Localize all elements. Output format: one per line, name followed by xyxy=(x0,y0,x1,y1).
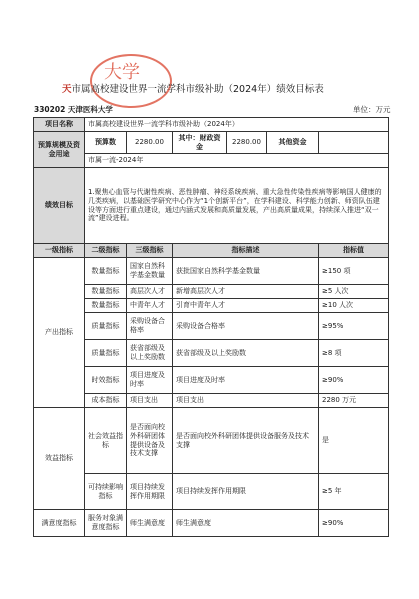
row-description: 获批国家自然科学基金数量 xyxy=(173,258,319,285)
row-description: 师生满意度 xyxy=(173,510,319,537)
row-description: 项目进度及时率 xyxy=(173,367,319,394)
group-benefit: 效益指标 xyxy=(34,408,85,510)
group-output: 产出指标 xyxy=(34,258,85,408)
row-level2: 社会效益指标 xyxy=(85,408,127,474)
row-level3: 项目进度及时率 xyxy=(127,367,173,394)
row-value: ≥5 年 xyxy=(319,474,389,510)
row-value: ≥5 人次 xyxy=(319,285,389,299)
row-level2: 成本指标 xyxy=(85,394,127,408)
row-description: 新增高层次人才 xyxy=(173,285,319,299)
row-value: ≥10 人次 xyxy=(319,299,389,313)
budget-amount: 2280.00 xyxy=(127,132,173,154)
seal-text: 大学 xyxy=(104,62,140,83)
group-satisfaction: 满意度指标 xyxy=(34,510,85,537)
project-name-value: 市属高校建设世界一流学科市级补助（2024年） xyxy=(85,118,389,132)
other-funds-label: 其他资金 xyxy=(267,132,319,154)
row-level3: 项目支出 xyxy=(127,394,173,408)
unit-label: 单位：万元 xyxy=(353,105,391,114)
row-level2: 质量指标 xyxy=(85,313,127,340)
header-level2: 二级指标 xyxy=(85,244,127,258)
row-description: 采购设备合格率 xyxy=(173,313,319,340)
row-level3: 采购设备合格率 xyxy=(127,313,173,340)
performance-table xyxy=(33,117,389,537)
row-level3: 中青年人才 xyxy=(127,299,173,313)
header-level3: 三级指标 xyxy=(127,244,173,258)
finance-amount: 2280.00 xyxy=(227,132,267,154)
header-level1: 一级指标 xyxy=(34,244,85,258)
row-description: 是否面向校外科研团体提供设备服务及技术支撑 xyxy=(173,408,319,474)
row-level2: 服务对象满意度指标 xyxy=(85,510,127,537)
row-value: ≥8 项 xyxy=(319,340,389,367)
row-value: ≥150 项 xyxy=(319,258,389,285)
title-text: 市属高校建设世界一流学科市级补助（2024年）绩效目标表 xyxy=(71,84,324,95)
row-level3: 获省部级及以上奖励数 xyxy=(127,340,173,367)
row-value: ≥95% xyxy=(319,313,389,340)
row-level3: 是否面向校外科研团体提供设备及技术支撑 xyxy=(127,408,173,474)
goal-label: 绩效目标 xyxy=(34,168,85,244)
row-value: 2280 万元 xyxy=(319,394,389,408)
row-description: 项目支出 xyxy=(173,394,319,408)
row-value: ≥90% xyxy=(319,367,389,394)
goal-text: 1.聚焦心血管与代谢性疾病、恶性肿瘤、神经系统疾病、重大急性传染性疾病等影响国人健康的几类疾病，以基础医学研究中心作为“1个创新平台”，在学科建设、科学能力创新、师资队伍建设等方面进行重点建设，通过内涵式发展和高质量发展，产出高质量成果，持续深入推进“双一流”建设进程。 xyxy=(85,168,389,244)
row-level2: 质量指标 xyxy=(85,340,127,367)
project-name-label: 项目名称 xyxy=(34,118,85,132)
row-level2: 可持续影响指标 xyxy=(85,474,127,510)
row-description: 引育中青年人才 xyxy=(173,299,319,313)
row-level2: 数量指标 xyxy=(85,299,127,313)
title-prefix: 天 xyxy=(62,84,72,95)
other-funds-amount xyxy=(319,132,389,154)
header-value: 指标值 xyxy=(319,244,389,258)
row-level2: 数量指标 xyxy=(85,258,127,285)
row-value: ≥90% xyxy=(319,510,389,537)
row-level3: 师生满意度 xyxy=(127,510,173,537)
row-level3: 项目持续发挥作用期限 xyxy=(127,474,173,510)
budget-amount-label: 预算数 xyxy=(85,132,127,154)
row-level3: 国家自然科学基金数量 xyxy=(127,258,173,285)
row-level2: 数量指标 xyxy=(85,285,127,299)
row-level2: 时效指标 xyxy=(85,367,127,394)
document-title xyxy=(62,81,372,95)
row-level3: 高层次人才 xyxy=(127,285,173,299)
row-description: 项目持续发挥作用期限 xyxy=(173,474,319,510)
row-description: 获省部级及以上奖励数 xyxy=(173,340,319,367)
row-value: 是 xyxy=(319,408,389,474)
unit-code-name: 330202 天津医科大学 xyxy=(34,105,113,114)
finance-label: 其中：财政资金 xyxy=(173,132,227,154)
budget-label: 预算规模及资金用途 xyxy=(34,132,85,168)
fund-use-text: 市属一流-2024年 xyxy=(85,154,389,168)
header-description: 指标描述 xyxy=(173,244,319,258)
